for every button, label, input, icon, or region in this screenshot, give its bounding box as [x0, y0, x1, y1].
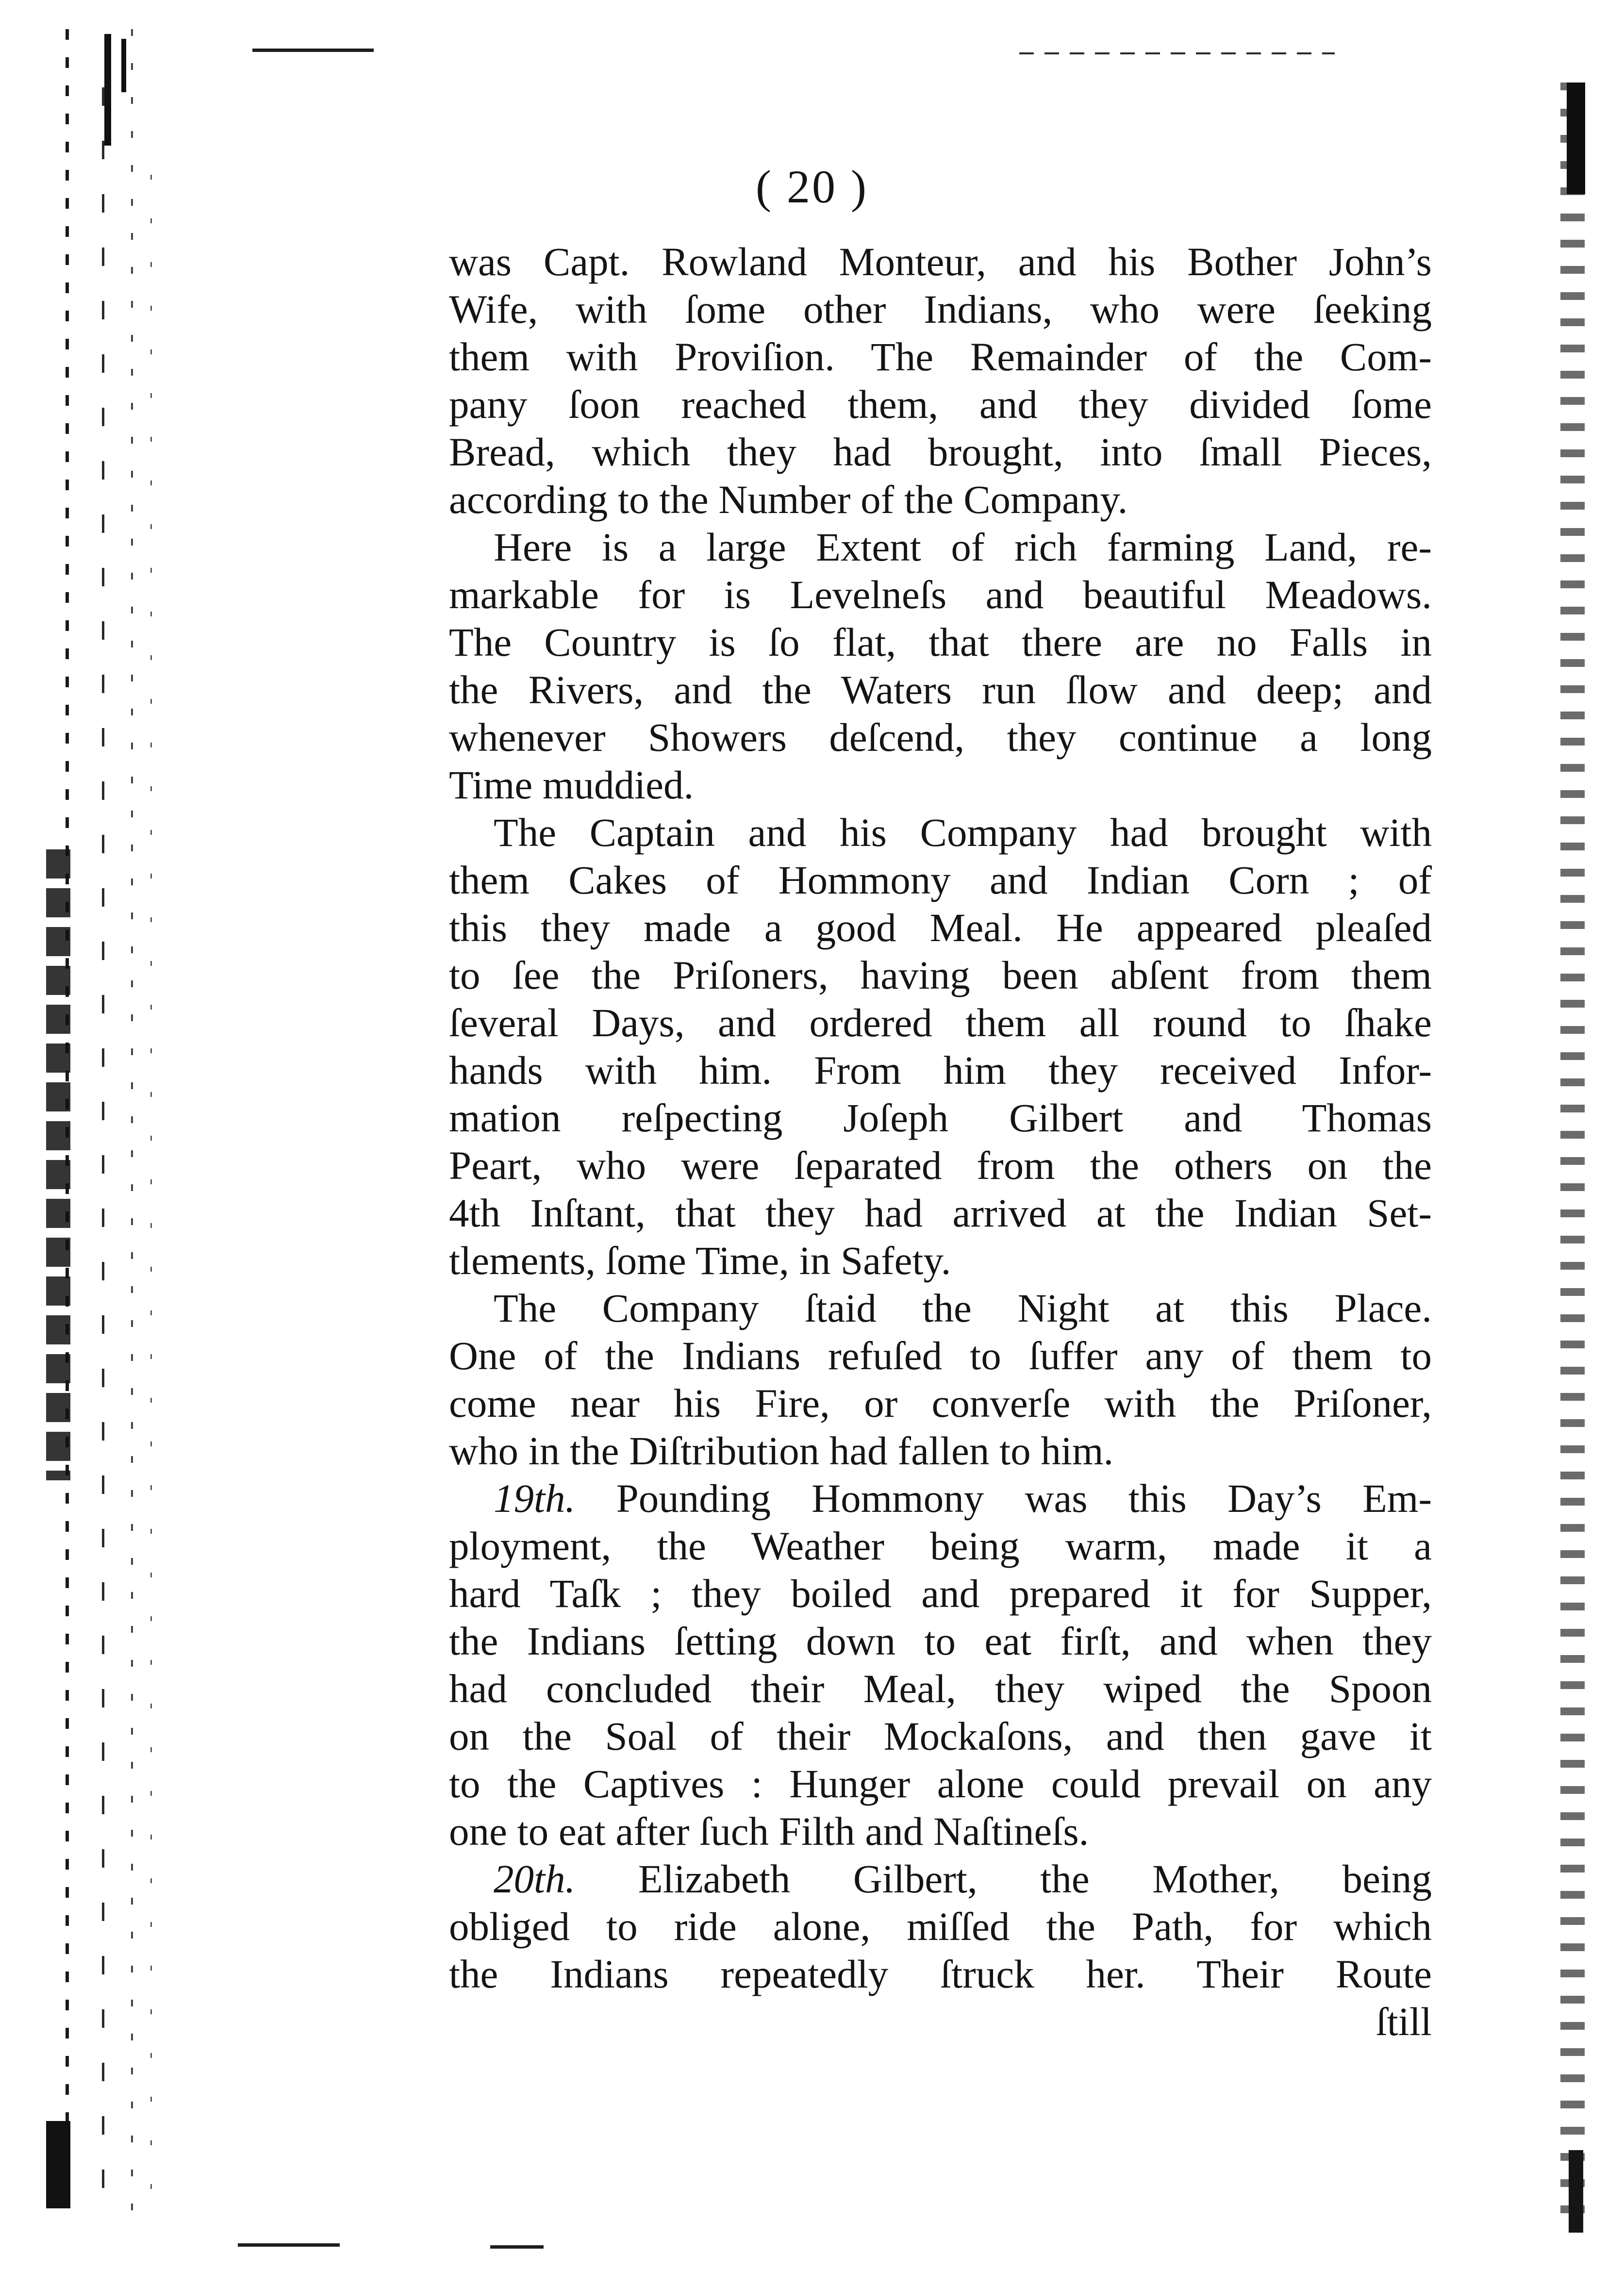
entry-text: Pounding Hommony was this Day’s Em-: [575, 1476, 1432, 1521]
text-line: Peart, who were ſeparated from the others on the: [449, 1143, 1432, 1188]
text-line: was Capt. Rowland Monteur, and his Bother John’s: [449, 239, 1432, 284]
text-line: Time muddied.: [449, 762, 694, 807]
text-line: [449, 1475, 1432, 1522]
text-line: Wife, with ſome other Indians, who were ſeeking: [449, 287, 1432, 331]
text-line: [449, 1855, 1432, 1903]
text-line: had concluded their Meal, they wiped the Spoon: [449, 1666, 1432, 1711]
scan-top-rule: [252, 49, 374, 52]
text-line: hard Taſk ; they boiled and prepared it for Supper,: [449, 1571, 1432, 1616]
text-line: The Country is ſo flat, that there are no Falls in: [449, 620, 1432, 664]
text-line: the Indians ſetting down to eat firſt, and when they: [449, 1619, 1432, 1663]
text-line: hands with him. From him they received Infor-: [449, 1048, 1432, 1093]
text-line: to the Captives : Hunger alone could prevail on any: [449, 1761, 1432, 1806]
paragraph: [449, 1284, 1432, 1475]
text-line: who in the Diſtribution had fallen to him.: [449, 1428, 1114, 1473]
entry-date: 19th.: [494, 1476, 576, 1521]
text-line: mation reſpecting Joſeph Gilbert and Thomas: [449, 1095, 1432, 1140]
text-line: this they made a good Meal. He appeared pleaſed: [449, 905, 1432, 950]
text-line: whenever Showers deſcend, they continue a long: [449, 715, 1432, 760]
text-line: obliged to ride alone, miſſed the Path, for which: [449, 1904, 1432, 1949]
text-line: 4th Inſtant, that they had arrived at the Indian Set-: [449, 1191, 1432, 1235]
scan-edge-right: [1560, 83, 1585, 2228]
text-line: Bread, which they had brought, into ſmall Pieces,: [449, 430, 1432, 474]
scan-top-rule: [1019, 52, 1335, 54]
text-line: according to the Number of the Company.: [449, 477, 1128, 522]
scan-bottom-rule: [490, 2245, 544, 2249]
paragraph: [449, 523, 1432, 809]
text-line: the Indians repeatedly ſtruck her. Their Route: [449, 1952, 1432, 1996]
text-line: on the Soal of their Mockaſons, and then gave it: [449, 1714, 1432, 1758]
text-line: them Cakes of Hommony and Indian Corn ; of: [449, 858, 1432, 902]
text-line: pany ſoon reached them, and they divided ſome: [449, 382, 1432, 427]
text-line: Here is a large Extent of rich farming Land, re-: [494, 525, 1432, 569]
scan-mark: [121, 39, 126, 92]
diary-entry: [449, 1855, 1432, 1998]
entry-date: 20th.: [494, 1856, 576, 1901]
catchword: ſtill: [1375, 1999, 1432, 2044]
scan-edge-right-mark: [1569, 2150, 1583, 2233]
entry-text: Elizabeth Gilbert, the Mother, being: [575, 1856, 1432, 1901]
text-line: tlements, ſome Time, in Safety.: [449, 1238, 951, 1283]
text-line: The Company ſtaid the Night at this Place.: [494, 1286, 1432, 1330]
scan-bottom-rule: [238, 2243, 340, 2247]
text-line: markable for is Levelneſs and beautiful Meadows.: [449, 572, 1432, 617]
paragraph: [449, 809, 1432, 1284]
text-line: One of the Indians refuſed to ſuffer any of them to: [449, 1333, 1432, 1378]
text-line: ſeveral Days, and ordered them all round to ſhake: [449, 1000, 1432, 1045]
text-line: come near his Fire, or converſe with the Priſoner,: [449, 1381, 1432, 1425]
paragraph: [449, 238, 1432, 523]
diary-entry: [449, 1475, 1432, 1855]
text-line: them with Proviſion. The Remainder of the Com-: [449, 334, 1432, 379]
scan-mark: [104, 34, 111, 146]
text-line: ployment, the Weather being warm, made it a: [449, 1524, 1432, 1568]
scan-edge-left-dark: [46, 849, 70, 1480]
text-block: [449, 238, 1432, 2045]
text-line: one to eat after ſuch Filth and Naſtineſs.: [449, 1809, 1089, 1854]
scan-mark: [46, 2121, 70, 2208]
text-line: the Rivers, and the Waters run ſlow and deep; and: [449, 667, 1432, 712]
text-line: to ſee the Priſoners, having been abſent from them: [449, 953, 1432, 997]
page-number: ( 20 ): [756, 161, 868, 213]
text-line: The Captain and his Company had brought with: [494, 810, 1432, 855]
